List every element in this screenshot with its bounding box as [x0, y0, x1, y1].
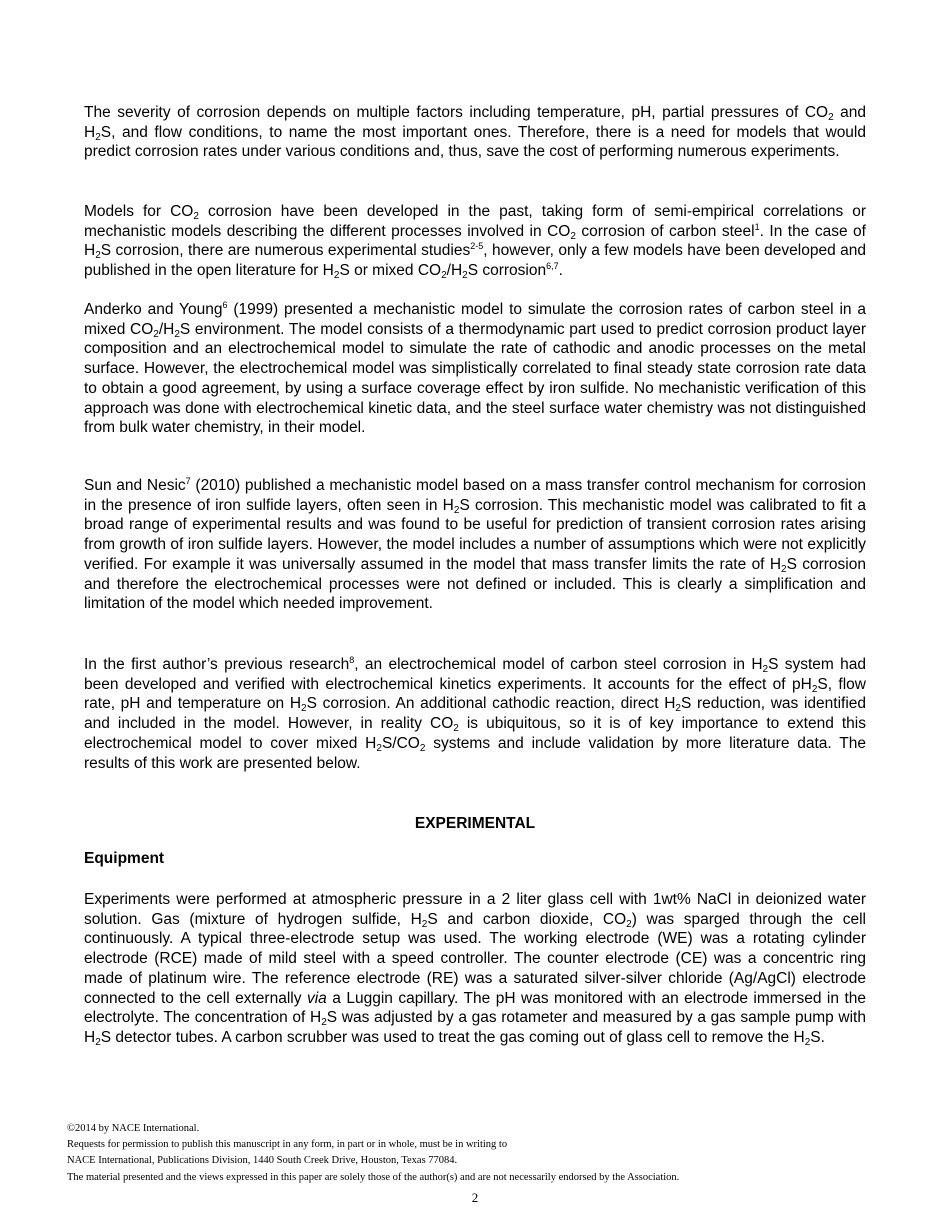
paragraph-co2-models: Models for $CO_2$ corrosion have been developed in the past, taking form of semi-empirical correlations or mechanistic models describing the different processes involved in $CO_2$ corrosion of carbon steel$^1$. In the case of $H_2S$ corrosion, there are numerous experimental studies$^{2-5}$, however, only a few models have been developed and published in the open literature for $H_2S$ or mixed $CO_2/H_2S$ corrosion$^{6,7}$.	[84, 203, 867, 282]
footer-copyright: ©2014 by NACE International.	[67, 1123, 200, 1134]
footer-disclaimer: The material presented and the views expressed in this paper are solely those of the author(s) and are not necessarily endorsed by the Association.	[67, 1171, 680, 1183]
page-number: 2	[471, 1190, 479, 1205]
paragraph-previous-research: In the first author’s previous research$^8$, an electrochemical model of carbon steel corrosion in $H_2S$ system had been developed and verified with electrochemical kinetics experiments. It accounts for the effect of $pH_2S$, flow rate, pH and temperature on $H_2S$ corrosion. An additional cathodic reaction, direct $H_2S$ reduction, was identified and included in the model. However, in reality $CO_2$ is ubiquitous, so it is of key importance to extend this electrochemical model to cover mixed $H_2S/CO_2$ systems and include validation by more literature data. The results of this work are presented below.	[84, 655, 867, 772]
section-heading: EXPERIMENTAL	[414, 815, 536, 832]
footer-permission-line1: Requests for permission to publish this manuscript in any form, in part or in whole, must be in writing to	[67, 1139, 508, 1151]
paragraph-equipment: Experiments were performed at atmospheric pressure in a 2 liter glass cell with 1wt% NaCl in deionized water solution. Gas (mixture of hydrogen sulfide, $H_2S$ and carbon dioxide, $CO_2$) was sparged through the cell continuously. A typical three-electrode setup was used. The working electrode (WE) was a rotating cylinder electrode (RCE) made of mild steel with a speed controller. The counter electrode (CE) was a concentric ring made of platinum wire. The reference electrode (RE) was a saturated silver-silver chloride (Ag/AgCl) electrode connected to the cell externally via a Luggin capillary. The pH was monitored with an electrode immersed in the electrolyte. The concentration of $H_2S$ was adjusted by a gas rotameter and measured by a gas sample pump with $H_2S$ detector tubes. A carbon scrubber was used to treat the gas coming out of glass cell to remove the $H_2S$.	[84, 891, 867, 1048]
paragraph-sun-nesic: Sun and Nesic$^7$ (2010) published a mechanistic model based on a mass transfer control mechanism for corrosion in the presence of iron sulfide layers, often seen in $H_2S$ corrosion. This mechanistic model was calibrated to fit a broad range of experimental results and was found to be useful for prediction of transient corrosion rates arising from growth of iron sulfide layers. However, the model includes a number of assumptions which were not explicitly verified. For example it was universally assumed in the model that mass transfer limits the rate of $H_2S$ corrosion and therefore the electrochemical processes were not defined or included. This is clearly a simplification and limitation of the model which needed improvement.	[84, 476, 866, 613]
subsection-heading: Equipment	[84, 850, 165, 867]
paragraph-anderko-young: Anderko and Young$^6$ (1999) presented a mechanistic model to simulate the corrosion rates of carbon steel in a mixed $CO_2/H_2S$ environment. The model consists of a thermodynamic part used to predict corrosion product layer composition and an electrochemical model to simulate the rate of cathodic and anodic processes on the metal surface. However, the electrochemical model was simplistically correlated to final steady state corrosion rate data to obtain a good agreement, by using a surface coverage effect by iron sulfide. No mechanistic verification of this approach was done with electrochemical kinetic data, and the steel surface water chemistry was not distinguished from bulk water chemistry, in their model.	[84, 300, 867, 437]
page-footer	[67, 1121, 867, 1186]
footer-permission-line2: NACE International, Publications Division, 1440 South Creek Drive, Houston, Texas 77084.	[67, 1155, 458, 1167]
paragraph-intro: The severity of corrosion depends on multiple factors including temperature, pH, partial pressures of $CO_2$ and $H_2S$, and flow conditions, to name the most important ones. Therefore, there is a need for models that would predict corrosion rates under various conditions and, thus, save the cost of performing numerous experiments.	[84, 104, 867, 161]
